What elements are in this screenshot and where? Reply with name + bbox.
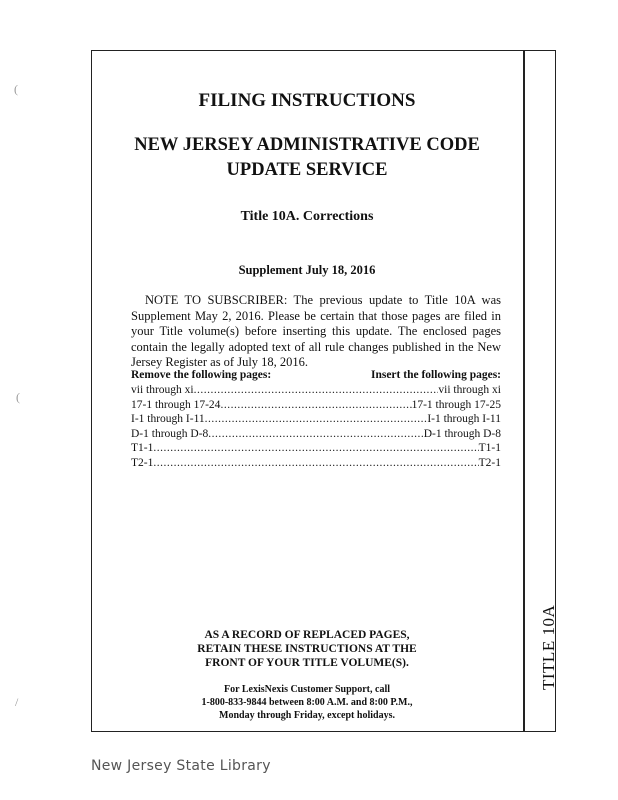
insert-pages: T2-1 xyxy=(478,456,501,469)
remove-pages: I-1 through I-11 xyxy=(131,413,205,425)
support-line-3: Monday through Friday, except holidays. xyxy=(219,710,395,721)
list-item xyxy=(131,383,501,398)
page-title: FILING INSTRUCTIONS xyxy=(198,90,416,111)
list-item xyxy=(131,412,501,427)
list-item xyxy=(131,456,501,471)
insert-pages: I-1 through I-11 xyxy=(427,413,501,425)
note-to-subscriber xyxy=(131,293,501,371)
list-item xyxy=(131,441,501,456)
supplement-date: Supplement July 18, 2016 xyxy=(238,263,376,277)
remove-pages: T1-1 xyxy=(131,442,154,454)
retain-line-3: FRONT OF YOUR TITLE VOLUME(S). xyxy=(205,657,409,669)
hole-punch-mark: ( xyxy=(14,82,18,96)
insert-pages: T1-1 xyxy=(478,442,501,454)
library-stamp: New Jersey State Library xyxy=(91,758,271,774)
remove-header: Remove the following pages: xyxy=(131,369,272,381)
insert-header: Insert the following pages: xyxy=(370,369,501,381)
hole-punch-mark: ( xyxy=(16,390,20,404)
tab-label: TITLE 10A xyxy=(539,604,558,690)
note-text: NOTE TO SUBSCRIBER: The previous update to Title 10A was Supplement May 2, 2016. Please be certain that those pages are filed in your Title volume(s) before inserting this update. The enclosed pages contain the legally adopted text of all rule changes published in the New Jersey Register as of July 18, 2016. xyxy=(131,293,501,369)
retain-line-2: RETAIN THESE INSTRUCTIONS AT THE xyxy=(197,643,417,655)
subtitle-line-2: UPDATE SERVICE xyxy=(226,160,388,180)
remove-pages: vii through xi xyxy=(131,384,194,396)
insert-pages: vii through xi xyxy=(438,384,501,396)
support-line-2: 1-800-833-9844 between 8:00 A.M. and 8:00 P.M., xyxy=(201,697,413,708)
insert-pages: 17-1 through 17-25 xyxy=(411,398,501,411)
list-item xyxy=(131,398,501,413)
title-section: Title 10A. Corrections xyxy=(240,209,374,224)
support-notice xyxy=(91,683,523,722)
subtitle-line-1: NEW JERSEY ADMINISTRATIVE CODE xyxy=(134,135,480,155)
remove-pages: T2-1 xyxy=(131,456,154,469)
retain-line-1: AS A RECORD OF REPLACED PAGES, xyxy=(204,629,410,641)
tab-divider xyxy=(523,50,525,732)
insert-pages: D-1 through D-8 xyxy=(423,427,501,440)
list-item xyxy=(131,427,501,442)
page-list-header xyxy=(131,369,501,381)
remove-pages: 17-1 through 17-24 xyxy=(131,398,221,411)
remove-pages: D-1 through D-8 xyxy=(131,427,209,440)
page-list xyxy=(131,383,501,470)
retain-notice xyxy=(91,628,523,670)
hole-punch-mark: / xyxy=(15,695,19,709)
support-line-1: For LexisNexis Customer Support, call xyxy=(223,684,390,695)
